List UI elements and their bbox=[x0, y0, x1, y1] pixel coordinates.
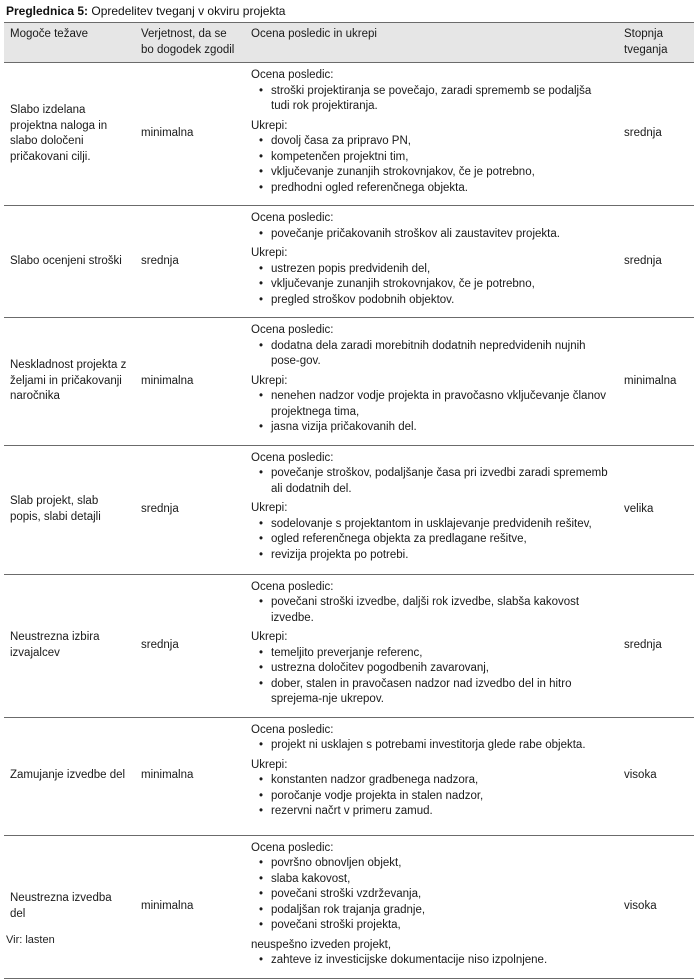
list-item: • jasna vizija pričakovanih del. bbox=[269, 420, 612, 436]
cell-assessment bbox=[245, 206, 618, 318]
assessment-block bbox=[251, 119, 612, 197]
assessment-block bbox=[251, 723, 612, 754]
assessment-block bbox=[251, 211, 612, 242]
bullet-list bbox=[251, 227, 612, 243]
bullet-list bbox=[251, 517, 612, 564]
cell-assessment bbox=[245, 63, 618, 206]
list-item: • podaljšan rok trajanja gradnje, bbox=[269, 903, 612, 919]
list-item: • povečani stroški izvedbe, daljši rok izvedbe, slabša kakovost izvedbe. bbox=[269, 595, 612, 626]
assessment-block bbox=[251, 630, 612, 708]
cell-risk-level: visoka bbox=[618, 717, 694, 835]
block-label: Ukrepi: bbox=[251, 758, 288, 771]
cell-assessment bbox=[245, 717, 618, 835]
assessment-block bbox=[251, 68, 612, 115]
cell-probability: minimalna bbox=[135, 717, 245, 835]
header-assessment: Ocena posledic in ukrepi bbox=[245, 23, 618, 63]
list-item: • povečani stroški projekta, bbox=[269, 918, 612, 934]
block-label: Ocena posledic: bbox=[251, 451, 334, 464]
cell-probability: minimalna bbox=[135, 318, 245, 446]
header-probability: Verjetnost, da se bo dogodek zgodil bbox=[135, 23, 245, 63]
block-label: Ocena posledic: bbox=[251, 723, 334, 736]
list-item: • ustrezna določitev pogodbenih zavarovanj, bbox=[269, 661, 612, 677]
block-label: Ukrepi: bbox=[251, 247, 288, 259]
caption-label: Preglednica 5: bbox=[6, 4, 89, 18]
bullet-list bbox=[251, 84, 612, 115]
assessment-block bbox=[251, 580, 612, 627]
block-label: Ocena posledic: bbox=[251, 324, 334, 336]
header-problem: Mogoče težave bbox=[4, 23, 135, 63]
table-row bbox=[4, 206, 694, 318]
bullet-list bbox=[251, 773, 612, 820]
bullet-list bbox=[251, 738, 612, 754]
list-item: • povečanje pričakovanih stroškov ali zaustavitev projekta. bbox=[269, 227, 612, 243]
bullet-list bbox=[251, 389, 612, 436]
cell-probability: minimalna bbox=[135, 835, 245, 978]
table-row bbox=[4, 835, 694, 978]
assessment-block bbox=[251, 246, 612, 308]
list-item: • ogled referenčnega objekta za predlagane rešitve, bbox=[269, 532, 612, 548]
list-item: • zahteve iz investicijske dokumentacije niso izpolnjene. bbox=[269, 953, 612, 969]
block-label: Ukrepi: bbox=[251, 119, 288, 132]
source-note: Vir: lasten bbox=[6, 934, 55, 946]
table-row bbox=[4, 318, 694, 446]
block-label: Ocena posledic: bbox=[251, 69, 334, 81]
list-item: • rezervni načrt v primeru zamud. bbox=[269, 804, 612, 820]
cell-risk-level: visoka bbox=[618, 835, 694, 978]
bullet-list bbox=[251, 134, 612, 196]
block-label: Ukrepi: bbox=[251, 631, 288, 643]
cell-probability: minimalna bbox=[135, 63, 245, 206]
cell-assessment bbox=[245, 835, 618, 978]
list-item: • dovolj časa za pripravo PN, bbox=[269, 134, 612, 150]
list-item: • temeljito preverjanje referenc, bbox=[269, 646, 612, 662]
assessment-block bbox=[251, 841, 612, 934]
assessment-block bbox=[251, 501, 612, 563]
list-item: • ustrezen popis predvidenih del, bbox=[269, 262, 612, 278]
cell-risk-level: velika bbox=[618, 445, 694, 574]
list-item: • površno obnovljen objekt, bbox=[269, 856, 612, 872]
list-item: • povečanje stroškov, podaljšanje časa pri izvedbi zaradi sprememb ali dodatnih del. bbox=[269, 466, 612, 497]
list-item: • predhodni ogled referenčnega objekta. bbox=[269, 181, 612, 197]
block-label: Ocena posledic: bbox=[251, 841, 334, 854]
block-label: Ukrepi: bbox=[251, 374, 288, 387]
block-label: Ocena posledic: bbox=[251, 580, 334, 593]
table-row bbox=[4, 574, 694, 717]
cell-risk-level: srednja bbox=[618, 574, 694, 717]
table-caption bbox=[6, 4, 285, 18]
cell-risk-level: srednja bbox=[618, 63, 694, 206]
assessment-block bbox=[251, 938, 612, 969]
cell-problem: Neskladnost projekta z željami in pričakovanji naročnika bbox=[4, 318, 135, 446]
cell-risk-level: minimalna bbox=[618, 318, 694, 446]
list-item: • vključevanje zunanjih strokovnjakov, če je potrebno, bbox=[269, 277, 612, 293]
list-item: • sodelovanje s projektantom in usklajevanje predvidenih rešitev, bbox=[269, 517, 612, 533]
list-item: • nenehen nadzor vodje projekta in pravočasno vključevanje članov projektnega tima, bbox=[269, 389, 612, 420]
table-header-row bbox=[4, 23, 694, 63]
list-item: • dodatna dela zaradi morebitnih dodatnih nepredvidenih nujnih pose-gov. bbox=[269, 339, 612, 370]
list-item: • kompetenčen projektni tim, bbox=[269, 150, 612, 166]
assessment-block bbox=[251, 758, 612, 820]
block-label: Ocena posledic: bbox=[251, 212, 334, 224]
bullet-list bbox=[251, 339, 612, 370]
list-item: • konstanten nadzor gradbenega nadzora, bbox=[269, 773, 612, 789]
list-item: • projekt ni usklajen s potrebami investitorja glede rabe objekta. bbox=[269, 738, 612, 754]
cell-problem: Zamujanje izvedbe del bbox=[4, 717, 135, 835]
list-item: • pregled stroškov podobnih objektov. bbox=[269, 293, 612, 309]
cell-problem: Slab projekt, slab popis, slabi detajli bbox=[4, 445, 135, 574]
table-body bbox=[4, 63, 694, 979]
cell-probability: srednja bbox=[135, 574, 245, 717]
cell-problem: Neustrezna izbira izvajalcev bbox=[4, 574, 135, 717]
cell-risk-level: srednja bbox=[618, 206, 694, 318]
cell-probability: srednja bbox=[135, 445, 245, 574]
table-row bbox=[4, 717, 694, 835]
assessment-block bbox=[251, 374, 612, 436]
cell-assessment bbox=[245, 445, 618, 574]
assessment-block bbox=[251, 451, 612, 498]
caption-text: Opredelitev tveganj v okviru projekta bbox=[88, 4, 286, 18]
bullet-list bbox=[251, 595, 612, 626]
cell-problem: Neustrezna izvedba del bbox=[4, 835, 135, 978]
bullet-list bbox=[251, 646, 612, 708]
list-item: • dober, stalen in pravočasen nadzor nad izvedbo del in hitro sprejema-nje ukrepov. bbox=[269, 677, 612, 708]
list-item: • revizija projekta po potrebi. bbox=[269, 548, 612, 564]
risk-table bbox=[4, 22, 694, 979]
list-item: • poročanje vodje projekta in stalen nadzor, bbox=[269, 789, 612, 805]
list-item: • stroški projektiranja se povečajo, zaradi sprememb se podaljša tudi rok projektiranja. bbox=[269, 84, 612, 115]
bullet-list bbox=[251, 856, 612, 934]
assessment-block bbox=[251, 323, 612, 370]
list-item: • vključevanje zunanjih strokovnjakov, če je potrebno, bbox=[269, 165, 612, 181]
table-row bbox=[4, 63, 694, 206]
cell-problem: Slabo izdelana projektna naloga in slabo določeni pričakovani cilji. bbox=[4, 63, 135, 206]
bullet-list bbox=[251, 953, 612, 969]
list-item: • povečani stroški vzdrževanja, bbox=[269, 887, 612, 903]
header-risk-level: Stopnja tveganja bbox=[618, 23, 694, 63]
bullet-list bbox=[251, 262, 612, 309]
list-item: • slaba kakovost, bbox=[269, 872, 612, 888]
cell-assessment bbox=[245, 318, 618, 446]
cell-problem: Slabo ocenjeni stroški bbox=[4, 206, 135, 318]
table-row bbox=[4, 445, 694, 574]
cell-probability: srednja bbox=[135, 206, 245, 318]
block-label: Ukrepi: bbox=[251, 502, 288, 514]
block-label: neuspešno izveden projekt, bbox=[251, 938, 392, 951]
cell-assessment bbox=[245, 574, 618, 717]
bullet-list bbox=[251, 466, 612, 497]
